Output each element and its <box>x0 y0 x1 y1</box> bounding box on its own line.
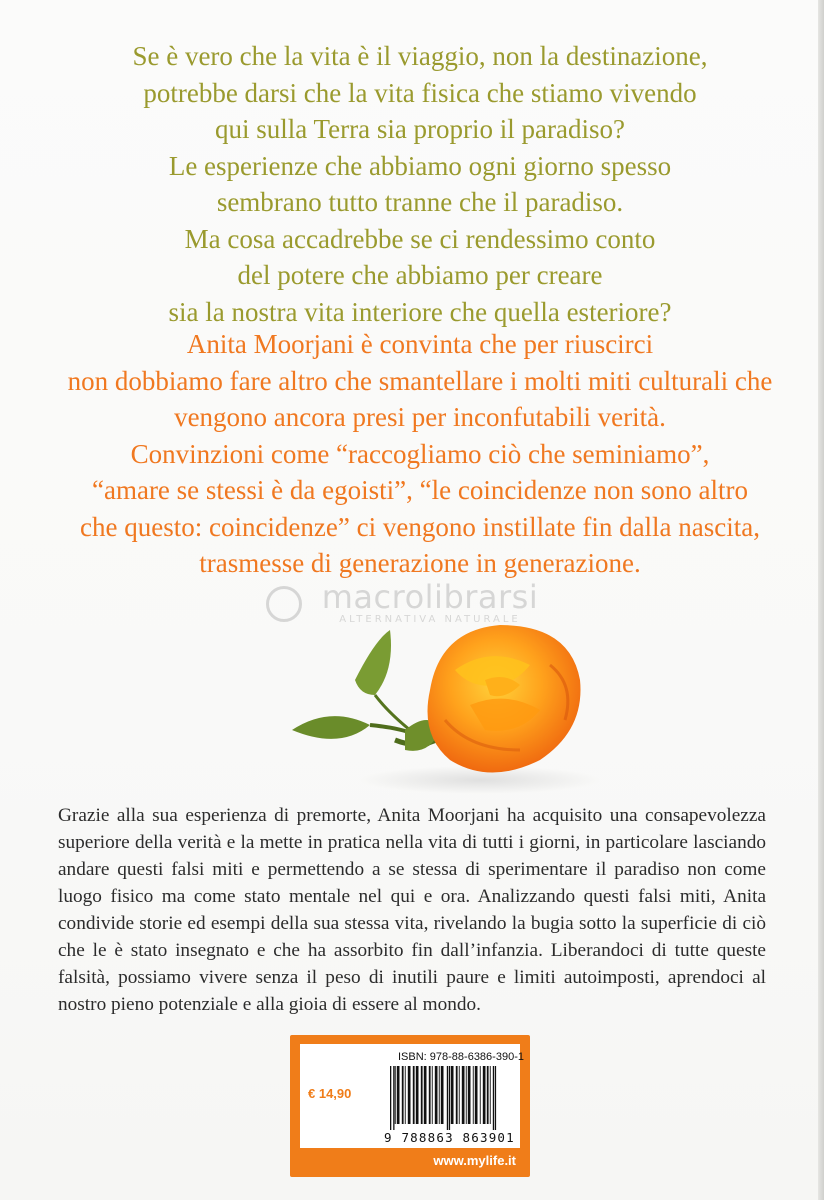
watermark <box>270 578 590 638</box>
intro-quote-line: Se è vero che la vita è il viaggio, non la destinazione, <box>132 41 708 71</box>
barcode-bar <box>429 1066 431 1124</box>
barcode-bar <box>416 1066 419 1124</box>
barcode-label <box>300 1044 524 1148</box>
orange-quote-line: che questo: coincidenze” ci vengono instillate fin dalla nascita, <box>80 511 760 542</box>
barcode-bar <box>408 1066 411 1124</box>
rose-leaf <box>355 630 391 695</box>
orange-quote <box>40 326 800 582</box>
barcode-bar <box>487 1066 489 1124</box>
barcode-bar <box>451 1066 454 1124</box>
intro-quote-line: potrebbe darsi che la vita fisica che stiamo vivendo <box>143 77 697 108</box>
intro-quote-line: sembrano tutto tranne che il paradiso. <box>216 187 624 217</box>
barcode-panel <box>290 1035 530 1177</box>
barcode-bar <box>421 1066 423 1124</box>
price-label: € 14,90 <box>308 1086 352 1101</box>
barcode-bar <box>395 1066 396 1124</box>
barcode-bar <box>490 1066 491 1124</box>
barcode-bar <box>483 1066 486 1124</box>
orange-quote-line: Anita Moorjani è convinta che per riuscirci <box>186 329 654 359</box>
barcode-bar <box>439 1066 440 1124</box>
book-description: Grazie alla sua esperienza di premorte, Anita Moorjani ha acquisito una consapevolezza superiore della verità e la mette in pratica nella vita di tutti i giorni, in particolare lasciando andare questi falsi miti e permettendo a se stessa di sperimentare il paradiso non come luogo fisico ma come stato mentale nel qui e ora. Analizzando questi falsi miti, Anita condivide storie ed esempi della sua stessa vita, rivelando la bugia sotto la superficie di ciò che le è stato insegnato e che ha assorbito fin dall’infanzia. Liberandoci di tutte queste falsità, possiamo vivere senza il peso di inutili paure e limiti autoimposti, aprendoci al nostro pieno potenziale e alla gioia di essere al mondo. <box>58 805 766 1015</box>
barcode-bar <box>459 1066 460 1124</box>
rose-illustration <box>280 610 610 800</box>
barcode-bar <box>393 1066 394 1130</box>
intro-quote-line: sia la nostra vita interiore che quella esteriore? <box>168 296 672 327</box>
rose-image <box>280 610 610 800</box>
cover-edge <box>818 0 824 1200</box>
barcode-bar <box>466 1066 467 1124</box>
barcode-bar <box>468 1066 471 1124</box>
watermark-brand: macrolibrarsi <box>321 578 539 616</box>
barcode-bar <box>473 1066 474 1124</box>
rose-leaf <box>292 716 370 739</box>
barcode-bar <box>397 1066 400 1124</box>
barcode-icon <box>388 1066 512 1130</box>
isbn-label: ISBN: 978-88-6386-390-1 <box>398 1051 524 1063</box>
intro-quote-line: Ma cosa accadrebbe se ci rendessimo conto <box>184 223 656 254</box>
intro-quote-line: Le esperienze che abbiamo ogni giorno spesso <box>168 150 672 181</box>
leaf-logo-icon <box>266 586 302 622</box>
watermark-tagline: ALTERNATIVA NATURALE <box>339 614 521 625</box>
barcode-bar <box>447 1066 448 1130</box>
barcode-bar <box>475 1066 478 1124</box>
orange-quote-line: Convinzioni come “raccogliamo ciò che seminiamo”, <box>130 438 710 469</box>
barcode-bar <box>495 1066 496 1130</box>
orange-quote-line: non dobbiamo fare altro che smantellare i molti miti culturali che <box>67 365 773 396</box>
intro-quote <box>60 38 780 330</box>
barcode-bar <box>405 1066 406 1124</box>
publisher-website: www.mylife.it <box>433 1153 516 1168</box>
barcode-bar <box>402 1066 404 1124</box>
barcode-bar <box>493 1066 494 1130</box>
intro-quote-line: del potere che abbiamo per creare <box>237 260 603 290</box>
barcode-bar <box>435 1066 438 1124</box>
orange-quote-line: trasmesse di generazione in generazione. <box>199 548 641 578</box>
barcode-bar <box>413 1066 415 1124</box>
barcode-bar <box>449 1066 450 1130</box>
barcode-digits: 9 788863 863901 <box>384 1130 515 1145</box>
barcode-bar <box>432 1066 433 1124</box>
barcode-bar <box>441 1066 444 1124</box>
barcode-bar <box>456 1066 458 1124</box>
barcode-bar <box>480 1066 481 1124</box>
intro-quote-line: qui sulla Terra sia proprio il paradiso? <box>215 114 625 144</box>
barcode-bar <box>390 1066 391 1130</box>
orange-quote-line: vengono ancora presi per inconfutabili verità. <box>174 402 666 432</box>
barcode-bar <box>424 1066 427 1124</box>
orange-quote-line: “amare se stessi è da egoisti”, “le coincidenze non sono altro <box>91 475 748 505</box>
barcode-bar <box>462 1066 465 1124</box>
